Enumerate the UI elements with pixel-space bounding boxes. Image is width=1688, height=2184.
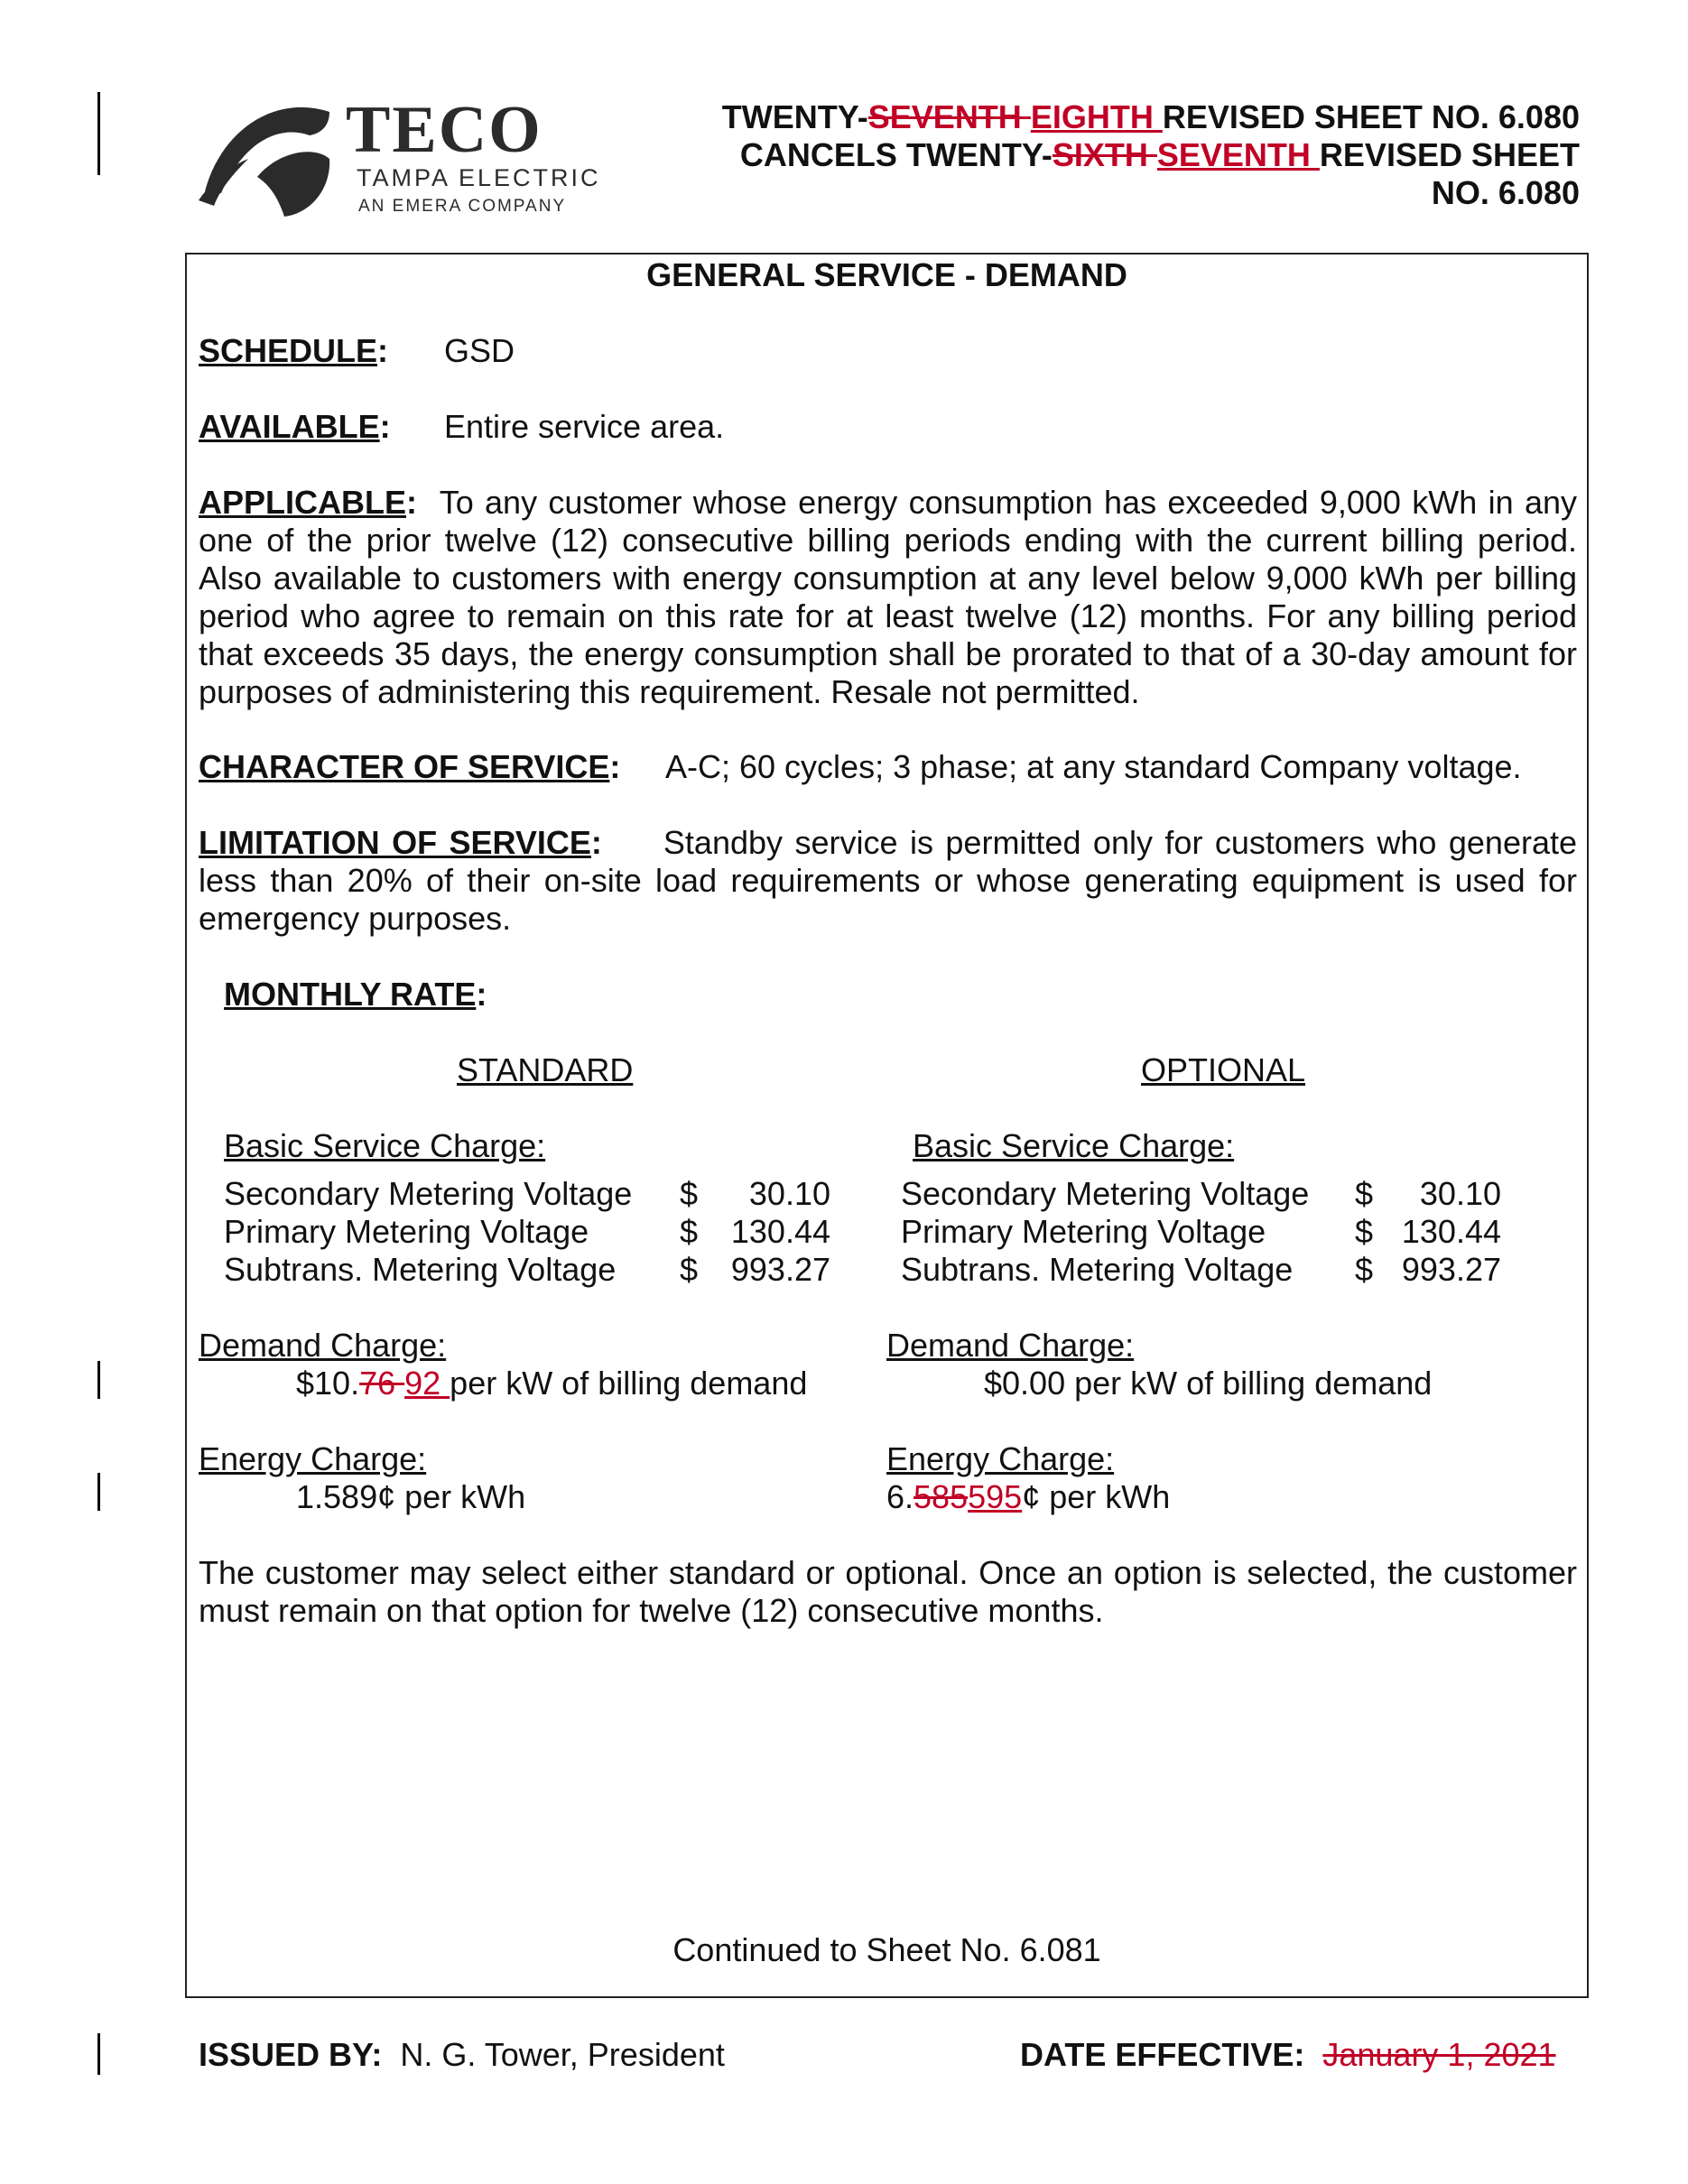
- optional-rate-row: Primary Metering Voltage $ 130.44: [901, 1213, 1501, 1250]
- standard-energy-value: 1.589¢ per kWh: [296, 1478, 526, 1515]
- standard-rate-row: Primary Metering Voltage $ 130.44: [224, 1213, 830, 1250]
- monthly-rate-heading: MONTHLY RATE:: [224, 976, 487, 1013]
- available-value: Entire service area.: [444, 408, 725, 445]
- standard-heading: STANDARD: [457, 1051, 634, 1088]
- sheet-number-line: TWENTY-SEVENTH EIGHTH REVISED SHEET NO. 6.080: [721, 98, 1580, 135]
- selection-note: The customer may select either standard or optional. Once an option is selected, the customer must remain on that option for twelve (12) consecutive months.: [199, 1554, 1577, 1629]
- character-value: A-C; 60 cycles; 3 phase; at any standard Company voltage.: [665, 748, 1522, 785]
- logo-brand: TECO: [346, 93, 543, 167]
- schedule-label: SCHEDULE: [199, 332, 378, 369]
- company-logo: [194, 94, 663, 220]
- available-section: AVAILABLE:: [199, 408, 391, 445]
- inserted-text: 595: [968, 1478, 1023, 1515]
- limitation-paragraph: LIMITATION OF SERVICE: Standby service is permitted only for customers who generate less than 20% of their on-site load requirements or whose generating equipment is used for emergency purposes.: [199, 824, 1577, 937]
- optional-rate-row: Subtrans. Metering Voltage $ 993.27: [901, 1251, 1501, 1288]
- standard-rate-row: Subtrans. Metering Voltage $ 993.27: [224, 1251, 830, 1288]
- revision-bar: [97, 92, 100, 175]
- schedule-value: GSD: [444, 332, 515, 369]
- optional-rate-row: Secondary Metering Voltage $ 30.10: [901, 1175, 1501, 1212]
- issued-value: N. G. Tower, President: [400, 2036, 725, 2073]
- character-label: CHARACTER OF SERVICE: [199, 748, 610, 785]
- issued-label: ISSUED BY:: [199, 2036, 383, 2073]
- character-section: CHARACTER OF SERVICE:: [199, 748, 621, 785]
- teco-swoosh-icon: [194, 94, 339, 220]
- date-label: DATE EFFECTIVE:: [1020, 2036, 1305, 2073]
- logo-line1: TAMPA ELECTRIC: [357, 164, 601, 191]
- available-label: AVAILABLE: [199, 408, 380, 445]
- applicable-text: To any customer whose energy consumption has exceeded 9,000 kWh in any one of the prior twelve (12) consecutive billing periods ending with the current billing period. Also available to customers with energy consumption at any level below 9,000 kWh per billing period who agree to remain on this rate for at least twelve (12) months. For any billing period that exceeds 35 days, the energy consumption shall be prorated to that of a 30-day amount for purposes of administering this requirement. Resale not permitted.: [199, 484, 1577, 710]
- inserted-text: SEVENTH: [1156, 136, 1320, 173]
- date-value: January 1, 2021: [1322, 2036, 1556, 2073]
- deleted-text: SEVENTH: [867, 98, 1031, 135]
- deleted-text: 76: [359, 1365, 405, 1402]
- revision-bar: [97, 2033, 100, 2075]
- date-effective: [1020, 2036, 1556, 2074]
- inserted-text: EIGHTH: [1030, 98, 1163, 135]
- optional-basic-label: Basic Service Charge:: [913, 1127, 1235, 1164]
- standard-demand-value: $10.76 92 per kW of billing demand: [296, 1365, 808, 1402]
- optional-energy-label: Energy Charge:: [886, 1440, 1115, 1477]
- limitation-text: Standby service is permitted only for customers who generate less than 20% of their on-site load requirements or whose generating equipment is used for emergency purposes.: [199, 824, 1577, 937]
- standard-demand-label: Demand Charge:: [199, 1327, 447, 1364]
- standard-energy-label: Energy Charge:: [199, 1440, 427, 1477]
- limitation-label: LIMITATION OF SERVICE: [199, 824, 591, 861]
- logo-line2: AN EMERA COMPANY: [358, 197, 567, 216]
- page-title: GENERAL SERVICE - DEMAND: [646, 256, 1127, 293]
- inserted-text: 92: [404, 1365, 450, 1402]
- continued-note: Continued to Sheet No. 6.081: [672, 1931, 1101, 1968]
- applicable-label: APPLICABLE: [199, 484, 407, 521]
- applicable-paragraph: APPLICABLE: To any customer whose energy consumption has exceeded 9,000 kWh in any one of the prior twelve (12) consecutive billing periods ending with the current billing period. Also available to customers with energy consumption at any level below 9,000 kWh per billing period who agree to remain on this rate for at least twelve (12) months. For any billing period that exceeds 35 days, the energy consumption shall be prorated to that of a 30-day amount for purposes of administering this requirement. Resale not permitted.: [199, 484, 1577, 710]
- issued-by: [199, 2036, 725, 2074]
- optional-demand-label: Demand Charge:: [886, 1327, 1135, 1364]
- standard-basic-label: Basic Service Charge:: [224, 1127, 546, 1164]
- optional-energy-value: 6.585595¢ per kWh: [886, 1478, 1171, 1515]
- cancels-line: CANCELS TWENTY-SIXTH SEVENTH REVISED SHEET: [739, 136, 1580, 173]
- deleted-text: SIXTH: [1052, 136, 1157, 173]
- deleted-text: 585: [914, 1478, 969, 1515]
- schedule-section: SCHEDULE:: [199, 332, 389, 369]
- sheet-number-line-3: NO. 6.080: [1431, 174, 1580, 211]
- revision-bar: [97, 1473, 100, 1511]
- standard-rate-row: Secondary Metering Voltage $ 30.10: [224, 1175, 830, 1212]
- optional-demand-value: $0.00 per kW of billing demand: [984, 1365, 1433, 1402]
- optional-heading: OPTIONAL: [1141, 1051, 1306, 1088]
- revision-bar: [97, 1361, 100, 1399]
